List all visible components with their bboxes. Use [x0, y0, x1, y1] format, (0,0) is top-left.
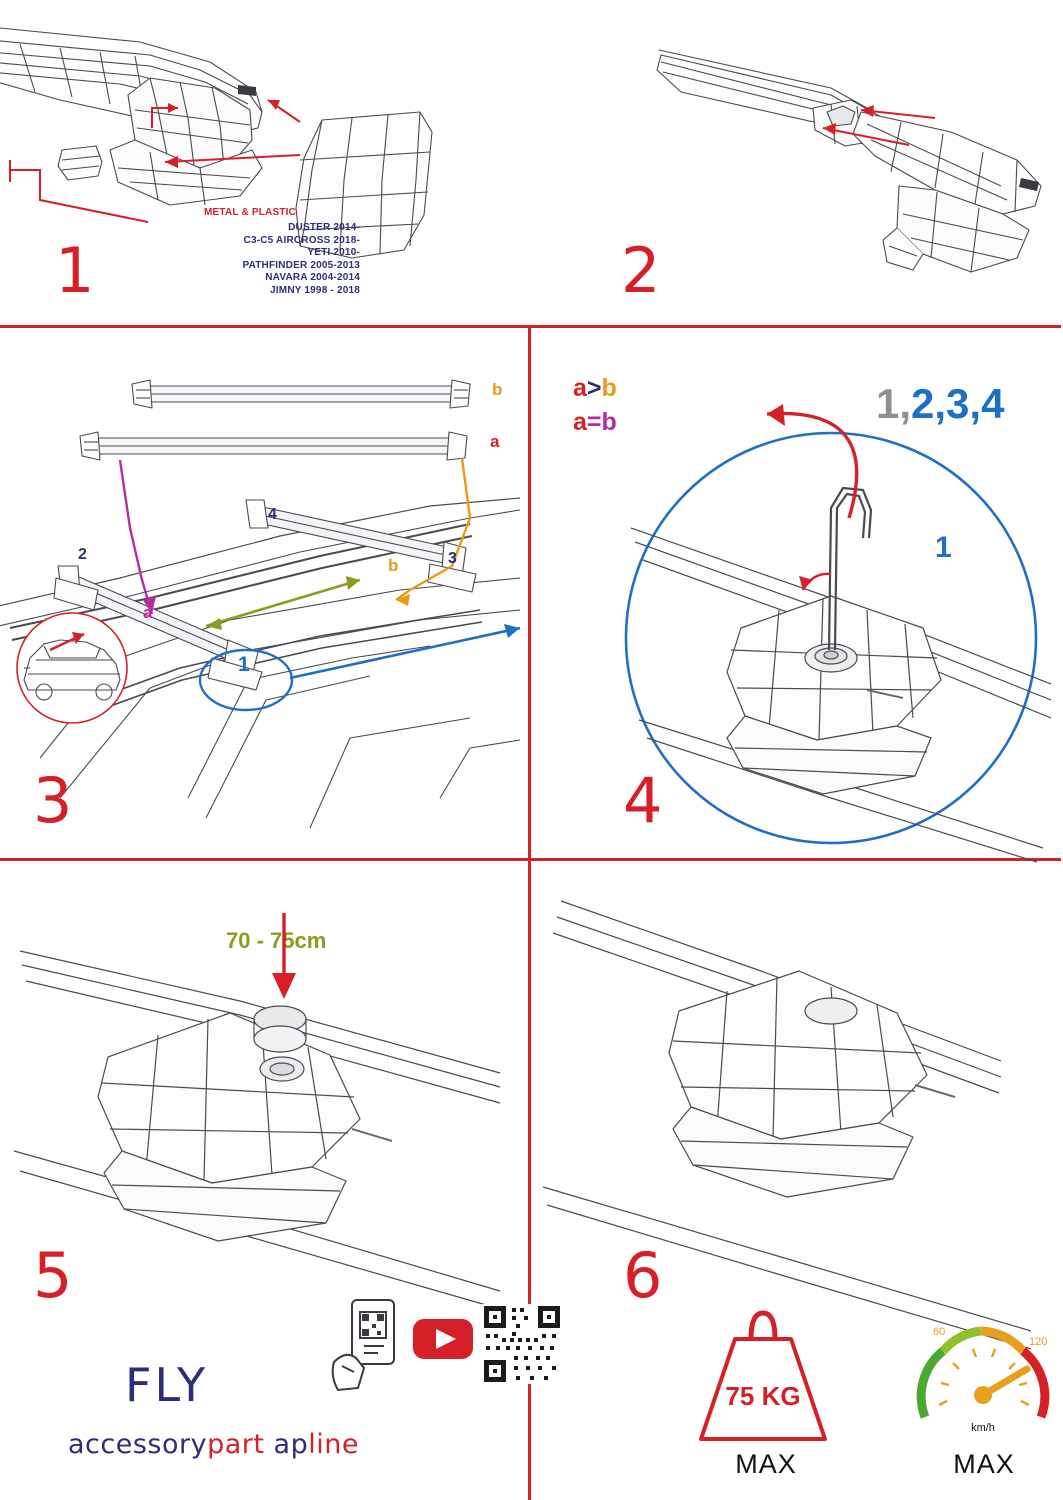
sequence-label	[876, 380, 1004, 428]
sequence-blue: 2,3,4	[911, 380, 1005, 427]
weight-limit-icon	[683, 1303, 843, 1453]
phone-qr-scan-icon[interactable]	[330, 1296, 410, 1396]
panel-5-illustration	[0, 861, 528, 1261]
marker-1: 1	[238, 653, 250, 676]
compat-model: NAVARA 2004-2014	[265, 272, 360, 283]
tagline-accessory: accessory	[68, 1429, 208, 1460]
tagline-part: part	[207, 1429, 265, 1460]
marker-2: 2	[78, 546, 87, 563]
step-number-1: 1	[55, 234, 95, 307]
tagline-ap: ap	[273, 1429, 309, 1460]
panel-step-5	[0, 861, 528, 1500]
marker-3: 3	[448, 550, 457, 567]
panel-step-2	[531, 0, 1061, 325]
speed-tick-high-text: 120	[1029, 1336, 1048, 1348]
panel-3-illustration	[0, 328, 528, 858]
marker-a: a	[143, 603, 153, 622]
callout-1: 1	[935, 531, 952, 564]
step-number-2: 2	[621, 234, 661, 307]
dimension-label: 70 - 75cm	[226, 928, 327, 953]
legend-a: a	[573, 374, 587, 402]
brand-fly: FLY	[125, 1358, 209, 1412]
weight-value-text: 75 KG	[725, 1381, 801, 1411]
compat-model: C3-C5 AIRCROSS 2018-	[243, 234, 360, 246]
compat-model: YETI 2010-	[307, 247, 360, 258]
panel-step-1	[0, 0, 528, 325]
sequence-gray: 1,	[876, 380, 912, 427]
speed-tick-low-text: 60	[933, 1326, 946, 1338]
tagline-line: line	[308, 1429, 359, 1460]
legend-b2: b	[601, 407, 617, 436]
step-number-4: 4	[623, 764, 663, 837]
compat-model: DUSTER 2014-	[288, 222, 360, 233]
bar-label-a: a	[490, 432, 500, 451]
compat-model: JIMNY 1998 - 2018	[270, 284, 360, 296]
legend-b: b	[601, 374, 617, 402]
bar-label-b: b	[492, 380, 503, 399]
marker-b: b	[388, 556, 399, 575]
weight-max-label: MAX	[735, 1449, 797, 1479]
legend-a2: a	[573, 407, 587, 436]
panel-6-illustration	[531, 861, 1061, 1261]
step-number-3: 3	[33, 764, 73, 837]
step-number-5: 5	[33, 1239, 73, 1312]
brand-tagline	[68, 1429, 359, 1460]
marker-4: 4	[268, 506, 277, 523]
panel-step-6	[531, 861, 1061, 1500]
legend-op-eq: =	[586, 407, 602, 436]
legend-op-gt: >	[586, 374, 602, 402]
panel-2-illustration	[531, 0, 1061, 325]
compatibility-title: METAL & PLASTIC	[203, 207, 297, 218]
speed-max-label: MAX	[953, 1449, 1015, 1479]
panel-step-4	[531, 328, 1061, 858]
speed-unit-text: km/h	[971, 1422, 995, 1434]
step-number-6: 6	[623, 1239, 663, 1312]
compatibility-list	[100, 222, 360, 297]
panel-step-3	[0, 328, 528, 953]
youtube-icon[interactable]	[412, 1316, 474, 1362]
compat-model: PATHFINDER 2005-2013	[242, 259, 360, 271]
speed-limit-icon	[903, 1301, 1063, 1451]
